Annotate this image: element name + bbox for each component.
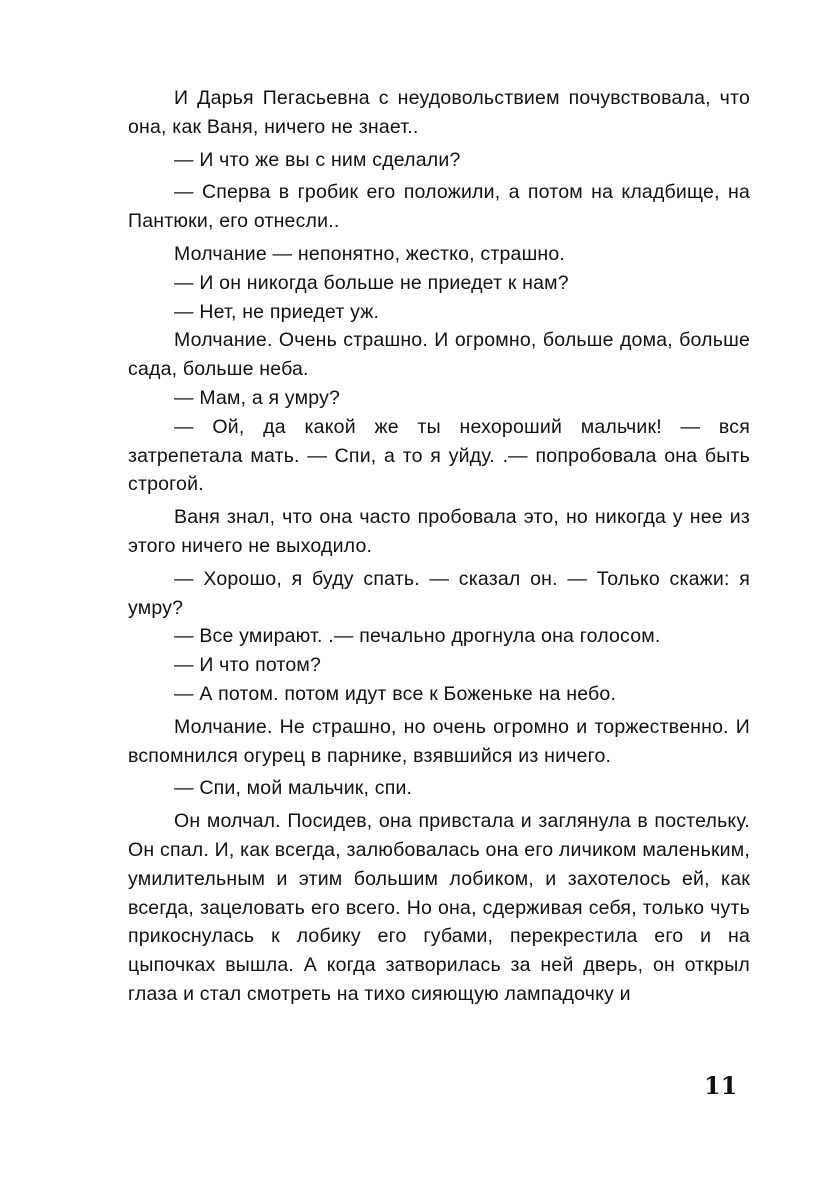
paragraph-3: — Сперва в гробик его положили, а потом на кладбище, на Пантюки, его отнесли.. bbox=[128, 181, 750, 233]
paragraph-1: И Дарья Пегасьевна с неудовольствием почувствовала, что она, как Ваня, ничего не знает.. bbox=[128, 87, 750, 138]
paragraph-14: — А потом. потом идут все к Боженьке на небо. bbox=[174, 682, 617, 705]
paragraph-13: — И что потом? bbox=[174, 654, 322, 677]
paragraph-15: Молчание. Не страшно, но очень огромно и торжественно. И вспомнился огурец в парнике, взявшийся из ничего. bbox=[128, 715, 750, 767]
paragraph-8: — Мам, а я умру? bbox=[174, 386, 341, 409]
paragraph-6: — Нет, не приедет уж. bbox=[174, 300, 380, 323]
page-number: 11 bbox=[704, 1071, 738, 1100]
paragraph-12: — Все умирают. .— печально дрогнула она голосом. bbox=[174, 625, 661, 648]
paragraph-16: — Спи, мой мальчик, спи. bbox=[174, 777, 413, 800]
paragraph-9: — Ой, да какой же ты нехороший мальчик! — вся затрепетала мать. — Спи, а то я уйду. .— попробовала она быть строгой. bbox=[128, 415, 750, 496]
paragraph-17: Он молчал. Посидев, она привстала и заглянула в постельку. Он спал. И, как всегда, залюбовалась она его личиком маленьким, умилительным и этим большим лобиком, и захотелось ей, как всегда, зацеловать его всего. Но она, сдерживая себя, только чуть прикоснулась к лобику его губами, перекрестила его и на цыпочках вышла. А когда затворилась за ней дверь, он открыл глаза и стал смотреть на тихо сияющую лампадочку и bbox=[128, 810, 750, 1005]
paragraph-4: Молчание — непонятно, жестко, страшно. bbox=[174, 242, 566, 265]
paragraph-5: — И он никогда больше не приедет к нам? bbox=[174, 271, 569, 294]
paragraph-11: — Хорошо, я буду спать. — сказал он. — Только скажи: я умру? bbox=[128, 567, 750, 619]
book-page-text bbox=[128, 84, 750, 1009]
paragraph-2: — И что же вы с ним сделали? bbox=[174, 148, 461, 171]
paragraph-10: Ваня знал, что она часто пробовала это, но никогда у нее из этого ничего не выходило. bbox=[128, 506, 750, 557]
paragraph-7: Молчание. Очень страшно. И огромно, больше дома, больше сада, больше неба. bbox=[128, 329, 750, 381]
